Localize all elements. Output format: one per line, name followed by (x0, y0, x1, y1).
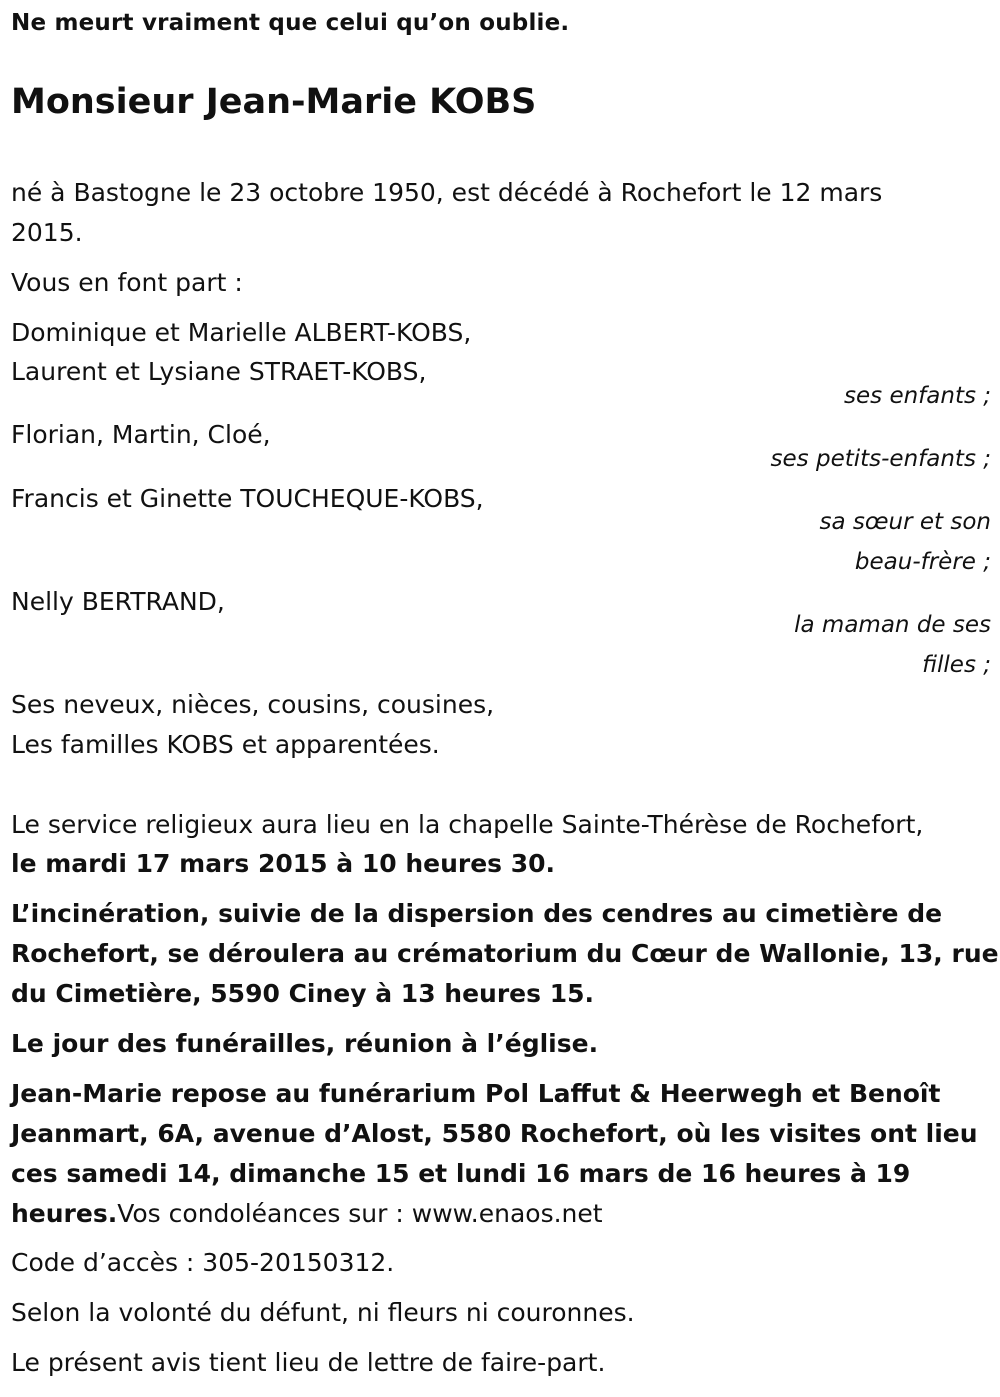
funerarium-hours-end: heures. (11, 1199, 118, 1228)
birth-death-line-2: 2015. (11, 218, 83, 247)
relation-mother-line-2: filles ; (922, 652, 991, 678)
funerarium-line-4 (11, 1194, 986, 1234)
deceased-name-title: Monsieur Jean-Marie KOBS (11, 82, 537, 122)
family-others-line-1: Ses neveux, nièces, cousins, cousines, (11, 690, 495, 719)
family-sister: Francis et Ginette TOUCHEQUE-KOBS, (11, 484, 484, 513)
cremation-line-3: du Cimetière, 5590 Ciney à 13 heures 15. (11, 979, 595, 1008)
family-grandchildren: Florian, Martin, Cloé, (11, 420, 271, 449)
funerarium-line-2: Jeanmart, 6A, avenue d’Alost, 5580 Rochefort, où les visites ont lieu (11, 1119, 978, 1148)
family-others-line-2: Les familles KOBS et apparentées. (11, 730, 440, 759)
relation-grandchildren: ses petits-enfants ; (770, 446, 991, 472)
access-code: Code d’accès : 305-20150312. (11, 1248, 395, 1277)
birth-death-line-1: né à Bastogne le 23 octobre 1950, est décédé à Rochefort le 12 mars (11, 178, 883, 207)
service-line-1: Le service religieux aura lieu en la chapelle Sainte-Thérèse de Rochefort, (11, 810, 924, 839)
relation-mother-line-1: la maman de ses (794, 612, 991, 638)
flowers-note: Selon la volonté du défunt, ni fleurs ni couronnes. (11, 1298, 635, 1327)
relation-children: ses enfants ; (844, 383, 991, 409)
family-children-line-1: Dominique et Marielle ALBERT-KOBS, (11, 318, 472, 347)
cremation-line-1: L’incinération, suivie de la dispersion des cendres au cimetière de (11, 899, 943, 928)
family-children-line-2: Laurent et Lysiane STRAET-KOBS, (11, 357, 427, 386)
epigraph-quote: Ne meurt vraiment que celui qu’on oublie. (11, 10, 570, 36)
relation-sister-line-1: sa sœur et son (819, 509, 991, 535)
family-mother: Nelly BERTRAND, (11, 587, 225, 616)
service-date-time: le mardi 17 mars 2015 à 10 heures 30. (11, 849, 556, 878)
gathering-note: Le jour des funérailles, réunion à l’église. (11, 1029, 599, 1058)
funerarium-line-1: Jean-Marie repose au funérarium Pol Laffut & Heerwegh et Benoît (11, 1079, 941, 1108)
closing-note: Le présent avis tient lieu de lettre de faire-part. (11, 1348, 606, 1377)
condolences-link-text: Vos condoléances sur : www.enaos.net (117, 1199, 603, 1228)
announcement-intro: Vous en font part : (11, 268, 243, 297)
relation-sister-line-2: beau-frère ; (854, 549, 991, 575)
funerarium-line-3: ces samedi 14, dimanche 15 et lundi 16 mars de 16 heures à 19 (11, 1159, 911, 1188)
cremation-line-2: Rochefort, se déroulera au crématorium du Cœur de Wallonie, 13, rue (11, 939, 999, 968)
